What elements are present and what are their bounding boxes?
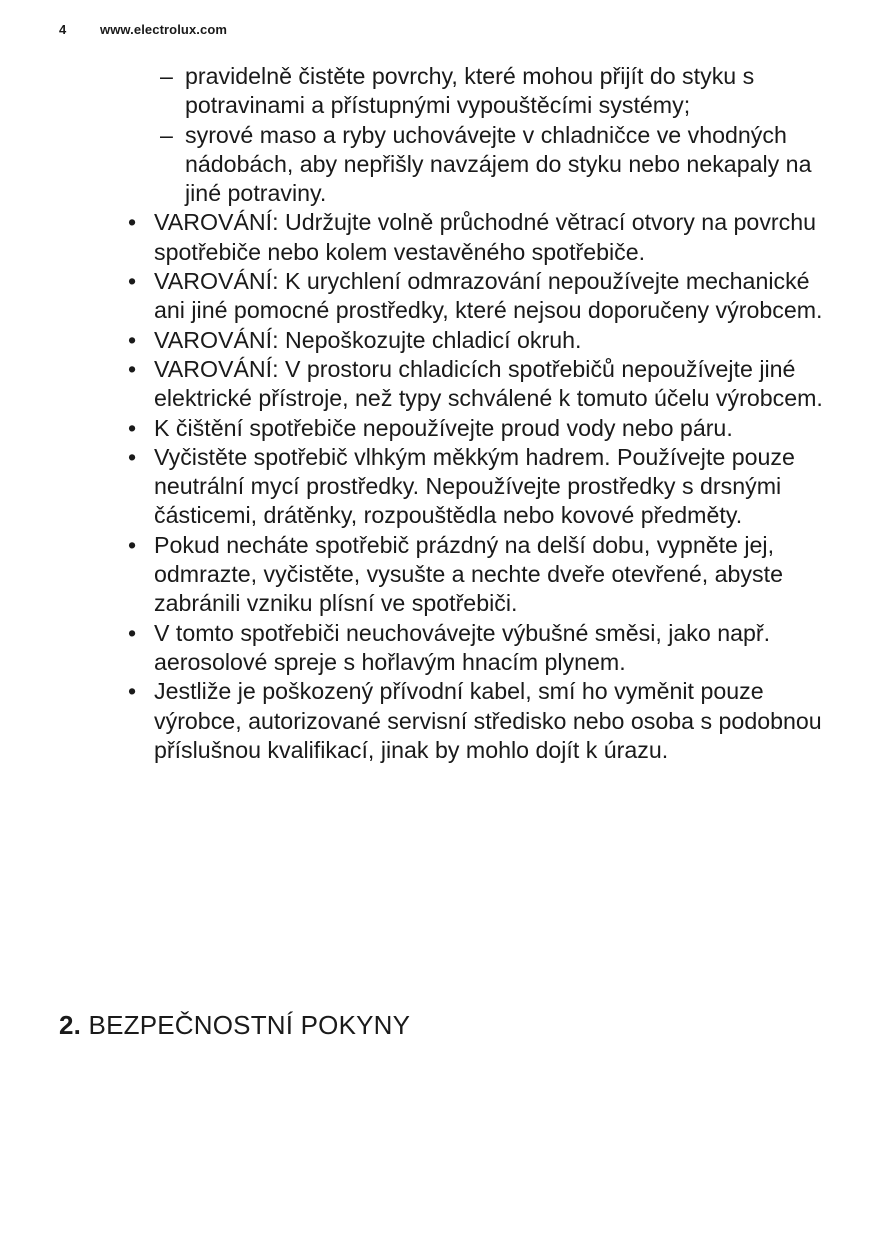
safety-instructions-text [126, 62, 826, 765]
bullet-marker: • [128, 531, 137, 558]
bullet-marker: • [128, 355, 137, 382]
bullet-text: K čištění spotřebiče nepoužívejte proud vody nebo páru. [154, 414, 733, 441]
bullet-list [126, 208, 826, 765]
bullet-text: Jestliže je poškozený přívodní kabel, smí ho vyměnit pouze výrobce, autorizované servisní středisko nebo osoba s podobnou příslušnou kvalifikací, jinak by mohlo dojít k úrazu. [154, 678, 822, 763]
bullet-text: VAROVÁNÍ: K urychlení odmrazování nepoužívejte mechanické ani jiné pomocné prostředky, které nejsou doporučeny výrobcem. [154, 268, 823, 324]
section-number: 2. [59, 1010, 82, 1040]
section-title: BEZPEČNOSTNÍ POKYNY [88, 1010, 411, 1040]
bullet-item [126, 267, 826, 326]
sub-item-text: syrové maso a ryby uchovávejte v chladničce ve vhodných nádobách, aby nepřišly navzájem do styku nebo nekapaly na jiné potraviny. [185, 121, 812, 207]
page-number: 4 [59, 22, 67, 37]
bullet-item [126, 619, 826, 678]
sub-list-item [126, 121, 826, 209]
bullet-marker: • [128, 443, 137, 470]
bullet-text: V tomto spotřebiči neuchovávejte výbušné směsi, jako např. aerosolové spreje s hořlavým hnacím plynem. [154, 619, 771, 675]
bullet-text: VAROVÁNÍ: V prostoru chladicích spotřebičů nepoužívejte jiné elektrické přístroje, než typy schválené k tomuto účelu výrobcem. [154, 355, 823, 412]
bullet-text: VAROVÁNÍ: Udržujte volně průchodné větrací otvory na povrchu spotřebiče nebo kolem vestavěného spotřebiče. [154, 209, 817, 265]
bullet-marker: • [128, 414, 137, 441]
bullet-marker: • [128, 619, 137, 646]
bullet-item [126, 208, 826, 267]
bullet-marker: • [128, 209, 137, 236]
bullet-marker: • [128, 326, 137, 353]
sub-item-text: pravidelně čistěte povrchy, které mohou přijít do styku s potravinami a přístupnými vypouštěcími systémy; [185, 63, 755, 119]
dash-marker: – [160, 121, 173, 148]
bullet-item [126, 355, 826, 414]
bullet-item [126, 443, 826, 531]
bullet-text: Vyčistěte spotřebič vlhkým měkkým hadrem. Používejte pouze neutrální mycí prostředky. Nepoužívejte prostředky s drsnými částicemi, drátěnky, rozpouštědla nebo kovové předměty. [154, 443, 795, 529]
bullet-marker: • [128, 678, 137, 705]
section-heading [59, 1010, 410, 1041]
website-url: www.electrolux.com [100, 22, 228, 37]
page-header [59, 22, 227, 37]
bullet-marker: • [128, 268, 137, 295]
bullet-item [126, 414, 826, 443]
dash-marker: – [160, 63, 173, 89]
sub-list-item [126, 62, 826, 121]
bullet-text: VAROVÁNÍ: Nepoškozujte chladicí okruh. [154, 326, 582, 353]
bullet-item [126, 326, 826, 355]
bullet-item [126, 531, 826, 619]
sub-item-list [126, 62, 826, 208]
bullet-item [126, 677, 826, 765]
bullet-text: Pokud necháte spotřebič prázdný na delší dobu, vypněte jej, odmrazte, vyčistěte, vysušte a nechte dveře otevřené, abyste zabránili vzniku plísní ve spotřebiči. [154, 531, 783, 617]
